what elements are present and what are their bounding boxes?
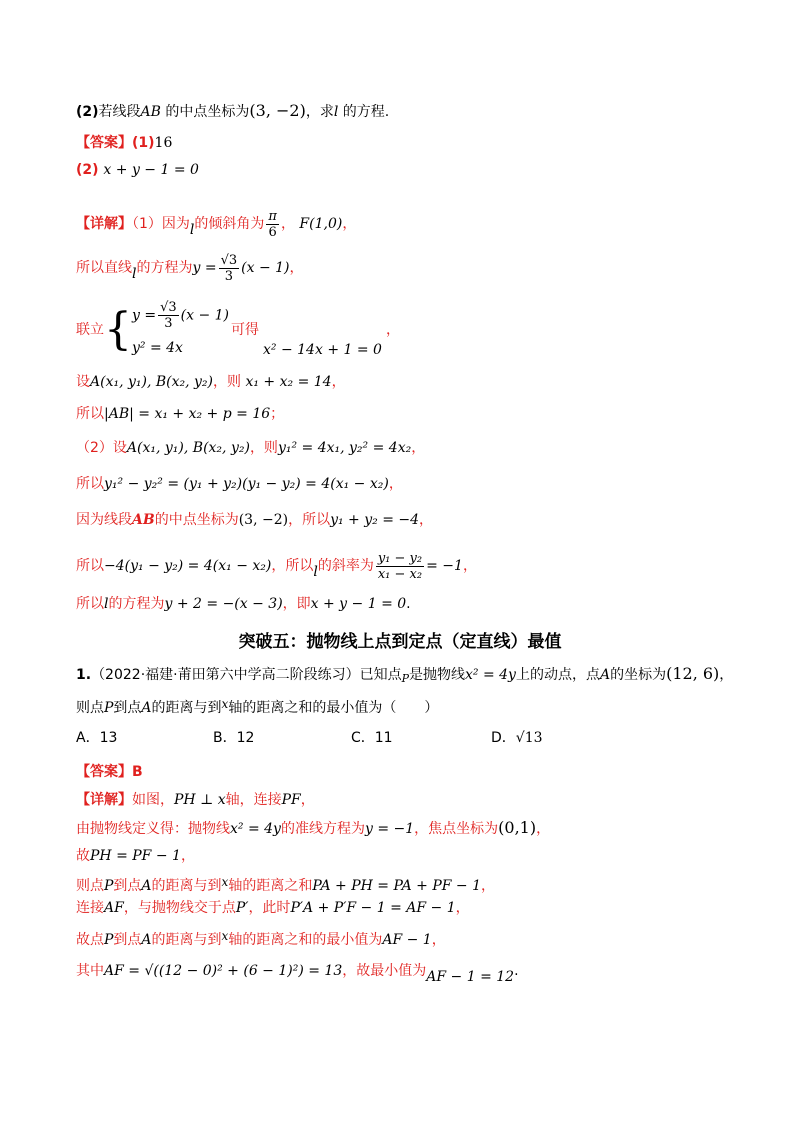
detail2-line-2: 由抛物线定义得：抛物线x² = 4y的准线方程为y = −1，焦点坐标为(0,1)， — [76, 818, 551, 837]
section-heading: 突破五：抛物线上点到定点（定直线）最值 — [238, 632, 562, 652]
detail-line-1: 【详解】（1）因为l的倾斜角为 $\frac{\pi}{6}$ ， F(1,0)， — [76, 208, 357, 240]
answer-2: (2) x + y − 1 = 0 — [76, 162, 199, 178]
detail2-line-5: 连接AF，与抛物线交于点P′，此时P′A + P′F − 1 = AF − 1， — [76, 900, 470, 916]
detail-line-10: 所以l的方程为y + 2 = −(x − 3)，即x + y − 1 = 0. — [76, 596, 411, 612]
part2-question: (2)若线段AB 的中点坐标为(3, −2)，求l 的方程. — [76, 101, 390, 120]
detail-line-9: 所以−4(y₁ − y₂) = 4(x₁ − x₂)，所以l的斜率为 $\frac{\text{y₁ − y₂}}{\text{x₁ − x₂}}$ = −1， — [76, 550, 477, 582]
detail-line-4: 设A(x₁, y₁), B(x₂, y₂)，则 x₁ + x₂ = 14， — [76, 374, 346, 390]
detail-line-5: 所以|AB| = x₁ + x₂ + p = 16； — [76, 406, 285, 422]
detail-line-3: 联立{ y = $\frac{√3}{3}$ (x − 1) y² = 4x 可得x² − 14x + 1 = 0， — [76, 300, 400, 358]
question-1-line-2: 则点P到点A的距离与到x轴的距离之和的最小值为（ ） — [76, 697, 439, 716]
detail2-line-7: 其中AF = √((12 − 0)² + (6 − 1)²) = 13，故最小值为AF − 1 = 12. — [76, 963, 519, 985]
system-brace: { — [104, 303, 132, 355]
equation-system: y = $\frac{√3}{3}$ (x − 1) y² = 4x — [132, 300, 230, 356]
option-d: D．√13 — [491, 730, 543, 746]
answer-q1: 【答案】B — [76, 764, 143, 780]
option-c: C．11 — [351, 730, 393, 746]
detail-line-7: 所以y₁² − y₂² = (y₁ + y₂)(y₁ − y₂) = 4(x₁ − x₂)， — [76, 476, 403, 492]
question-1-line-1: 1.（2022·福建·莆田第六中学高二阶段练习）已知点$_P$是抛物线x² = 4y上的动点，点A的坐标为(12, 6)， — [76, 664, 734, 685]
detail2-line-3: 故PH = PF − 1， — [76, 848, 195, 864]
detail-line-6: （2）设A(x₁, y₁), B(x₂, y₂)，则y₁² = 4x₁, y₂² = 4x₂， — [76, 440, 426, 456]
option-b: B．12 — [213, 730, 255, 746]
detail-line-2: 所以直线l的方程为y = $\frac{√3}{3}$ (x − 1)， — [76, 252, 304, 284]
answer-1: 【答案】(1)16 — [76, 135, 173, 151]
detail-line-8: 因为线段AB的中点坐标为(3, −2)，所以y₁ + y₂ = −4， — [76, 512, 434, 528]
detail2-line-4: 则点P到点A的距离与到x轴的距离之和PA + PH = PA + PF − 1， — [76, 875, 496, 894]
pi-over-6: $\frac{\pi}{6}$ — [268, 208, 277, 240]
detail2-line-6: 故点P到点A的距离与到x轴的距离之和的最小值为AF − 1， — [76, 929, 446, 948]
option-a: A．13 — [76, 730, 118, 746]
detail2-line-1: 【详解】如图，PH ⊥ x轴，连接PF， — [76, 792, 315, 808]
